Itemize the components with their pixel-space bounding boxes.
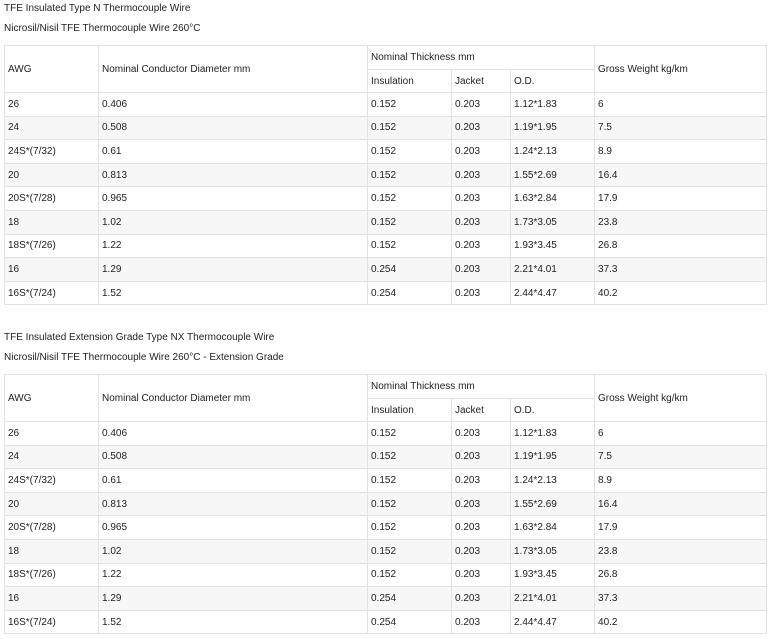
cell-od: 2.21*4.01 (511, 587, 595, 611)
table-row (5, 492, 767, 516)
table-row (5, 281, 767, 305)
cell-awg: 20S*(7/28) (5, 516, 99, 540)
cell-weight: 7.5 (595, 445, 767, 469)
cell-insulation: 0.152 (368, 422, 452, 446)
cell-diameter: 1.02 (99, 210, 368, 234)
table-row (5, 93, 767, 117)
cell-awg: 24 (5, 116, 99, 140)
cell-insulation: 0.152 (368, 563, 452, 587)
cell-od: 1.63*2.84 (511, 187, 595, 211)
cell-od: 1.24*2.13 (511, 140, 595, 164)
cell-weight: 23.8 (595, 539, 767, 563)
cell-jacket: 0.203 (452, 422, 511, 446)
cell-awg: 16 (5, 587, 99, 611)
table-row (5, 539, 767, 563)
table-row (5, 163, 767, 187)
spec-table-2 (4, 374, 767, 634)
cell-od: 1.55*2.69 (511, 492, 595, 516)
cell-awg: 18S*(7/26) (5, 563, 99, 587)
cell-od: 1.93*3.45 (511, 563, 595, 587)
cell-jacket: 0.203 (452, 187, 511, 211)
table-row (5, 234, 767, 258)
cell-insulation: 0.152 (368, 492, 452, 516)
cell-insulation: 0.152 (368, 445, 452, 469)
cell-jacket: 0.203 (452, 516, 511, 540)
spec-table-1 (4, 45, 767, 305)
cell-awg: 20S*(7/28) (5, 187, 99, 211)
cell-weight: 37.3 (595, 258, 767, 282)
cell-od: 1.55*2.69 (511, 163, 595, 187)
cell-weight: 40.2 (595, 281, 767, 305)
cell-diameter: 1.52 (99, 281, 368, 305)
cell-weight: 26.8 (595, 234, 767, 258)
cell-insulation: 0.152 (368, 234, 452, 258)
header-diameter: Nominal Conductor Diameter mm (99, 375, 368, 422)
cell-diameter: 1.22 (99, 563, 368, 587)
cell-weight: 16.4 (595, 163, 767, 187)
cell-diameter: 0.965 (99, 187, 368, 211)
cell-diameter: 1.02 (99, 539, 368, 563)
cell-weight: 40.2 (595, 610, 767, 634)
cell-jacket: 0.203 (452, 492, 511, 516)
cell-jacket: 0.203 (452, 281, 511, 305)
cell-diameter: 0.406 (99, 422, 368, 446)
cell-weight: 23.8 (595, 210, 767, 234)
cell-weight: 16.4 (595, 492, 767, 516)
table-row (5, 469, 767, 493)
cell-jacket: 0.203 (452, 234, 511, 258)
cell-weight: 26.8 (595, 563, 767, 587)
table-row (5, 187, 767, 211)
cell-jacket: 0.203 (452, 93, 511, 117)
cell-diameter: 0.61 (99, 140, 368, 164)
cell-insulation: 0.152 (368, 140, 452, 164)
cell-weight: 7.5 (595, 116, 767, 140)
cell-diameter: 1.29 (99, 258, 368, 282)
cell-awg: 20 (5, 492, 99, 516)
table-row (5, 140, 767, 164)
cell-awg: 16S*(7/24) (5, 610, 99, 634)
cell-diameter: 0.406 (99, 93, 368, 117)
header-thickness: Nominal Thickness mm (368, 375, 595, 399)
table-row (5, 258, 767, 282)
cell-diameter: 1.52 (99, 610, 368, 634)
table-2-subtitle: Nicrosil/Nisil TFE Thermocouple Wire 260°C - Extension Grade (4, 352, 284, 363)
cell-od: 1.19*1.95 (511, 445, 595, 469)
cell-awg: 26 (5, 93, 99, 117)
cell-jacket: 0.203 (452, 210, 511, 234)
cell-awg: 24S*(7/32) (5, 140, 99, 164)
header-od: O.D. (511, 70, 595, 93)
cell-jacket: 0.203 (452, 563, 511, 587)
cell-insulation: 0.152 (368, 187, 452, 211)
cell-jacket: 0.203 (452, 469, 511, 493)
cell-od: 1.12*1.83 (511, 93, 595, 117)
cell-insulation: 0.152 (368, 516, 452, 540)
header-jacket: Jacket (452, 70, 511, 93)
cell-insulation: 0.152 (368, 116, 452, 140)
cell-jacket: 0.203 (452, 116, 511, 140)
cell-jacket: 0.203 (452, 163, 511, 187)
cell-weight: 17.9 (595, 516, 767, 540)
cell-od: 1.12*1.83 (511, 422, 595, 446)
cell-diameter: 0.508 (99, 116, 368, 140)
cell-diameter: 0.965 (99, 516, 368, 540)
cell-diameter: 0.813 (99, 163, 368, 187)
cell-jacket: 0.203 (452, 587, 511, 611)
header-row (5, 375, 767, 399)
cell-diameter: 0.61 (99, 469, 368, 493)
cell-awg: 20 (5, 163, 99, 187)
cell-insulation: 0.152 (368, 163, 452, 187)
cell-od: 1.73*3.05 (511, 210, 595, 234)
cell-diameter: 0.508 (99, 445, 368, 469)
cell-awg: 16S*(7/24) (5, 281, 99, 305)
cell-awg: 24 (5, 445, 99, 469)
cell-insulation: 0.152 (368, 469, 452, 493)
cell-od: 1.19*1.95 (511, 116, 595, 140)
cell-od: 2.44*4.47 (511, 281, 595, 305)
header-awg: AWG (5, 375, 99, 422)
header-row (5, 46, 767, 70)
cell-diameter: 0.813 (99, 492, 368, 516)
cell-diameter: 1.29 (99, 587, 368, 611)
cell-od: 1.63*2.84 (511, 516, 595, 540)
cell-weight: 6 (595, 93, 767, 117)
cell-weight: 6 (595, 422, 767, 446)
cell-od: 1.93*3.45 (511, 234, 595, 258)
cell-insulation: 0.152 (368, 210, 452, 234)
header-diameter: Nominal Conductor Diameter mm (99, 46, 368, 93)
header-awg: AWG (5, 46, 99, 93)
table-row (5, 516, 767, 540)
cell-jacket: 0.203 (452, 610, 511, 634)
table-row (5, 422, 767, 446)
header-weight: Gross Weight kg/km (595, 46, 767, 93)
cell-jacket: 0.203 (452, 258, 511, 282)
cell-jacket: 0.203 (452, 140, 511, 164)
table-row (5, 210, 767, 234)
table-row (5, 587, 767, 611)
cell-insulation: 0.254 (368, 258, 452, 282)
cell-awg: 26 (5, 422, 99, 446)
cell-awg: 16 (5, 258, 99, 282)
cell-insulation: 0.152 (368, 93, 452, 117)
cell-insulation: 0.254 (368, 587, 452, 611)
cell-weight: 37.3 (595, 587, 767, 611)
table-row (5, 610, 767, 634)
table-row (5, 445, 767, 469)
cell-awg: 18 (5, 539, 99, 563)
cell-insulation: 0.254 (368, 610, 452, 634)
table-row (5, 116, 767, 140)
cell-insulation: 0.254 (368, 281, 452, 305)
cell-od: 2.44*4.47 (511, 610, 595, 634)
header-od: O.D. (511, 399, 595, 422)
table-row (5, 563, 767, 587)
header-jacket: Jacket (452, 399, 511, 422)
header-weight: Gross Weight kg/km (595, 375, 767, 422)
cell-weight: 8.9 (595, 140, 767, 164)
cell-weight: 17.9 (595, 187, 767, 211)
table-1-subtitle: Nicrosil/Nisil TFE Thermocouple Wire 260°C (4, 23, 201, 34)
cell-awg: 18 (5, 210, 99, 234)
cell-od: 1.24*2.13 (511, 469, 595, 493)
cell-diameter: 1.22 (99, 234, 368, 258)
cell-od: 1.73*3.05 (511, 539, 595, 563)
table-2-title: TFE Insulated Extension Grade Type NX Thermocouple Wire (4, 332, 275, 343)
table-1-title: TFE Insulated Type N Thermocouple Wire (4, 3, 191, 14)
cell-jacket: 0.203 (452, 539, 511, 563)
header-insulation: Insulation (368, 399, 452, 422)
cell-od: 2.21*4.01 (511, 258, 595, 282)
header-thickness: Nominal Thickness mm (368, 46, 595, 70)
cell-awg: 18S*(7/26) (5, 234, 99, 258)
cell-jacket: 0.203 (452, 445, 511, 469)
header-insulation: Insulation (368, 70, 452, 93)
cell-weight: 8.9 (595, 469, 767, 493)
cell-awg: 24S*(7/32) (5, 469, 99, 493)
cell-insulation: 0.152 (368, 539, 452, 563)
